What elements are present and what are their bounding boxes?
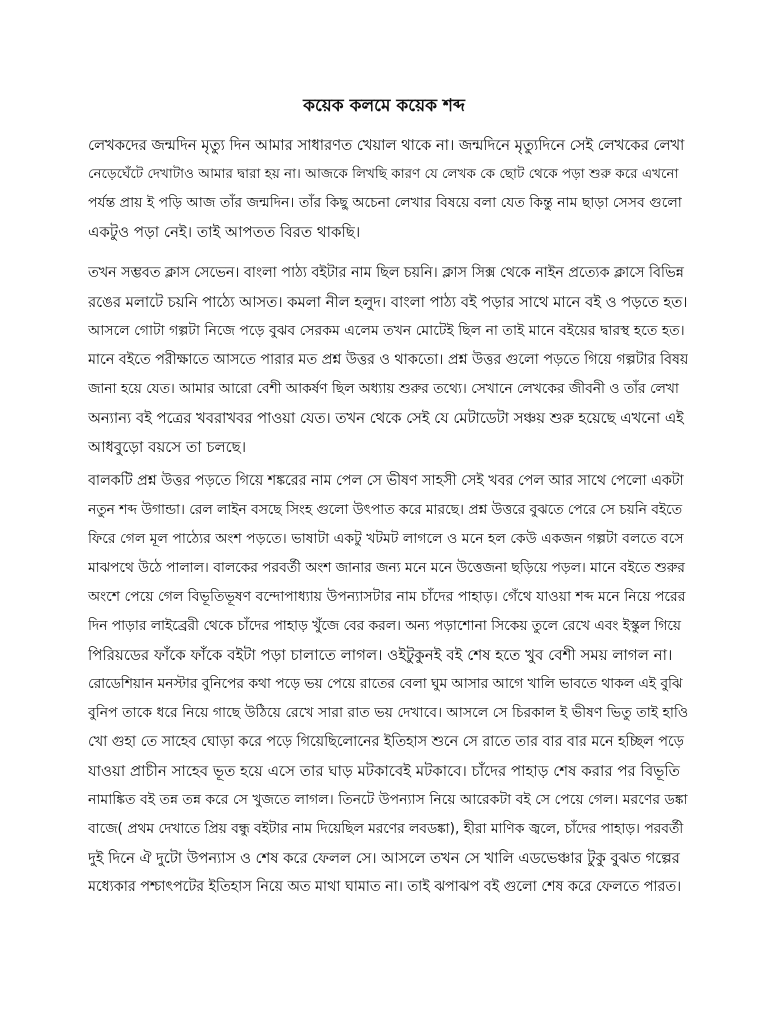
text-line: মধ্যেকার পশ্চাৎপটের ইতিহাস নিয়ে অত মাথা ঘামাত না। তাই ঝপাঝপ বই গুলো শেষ করে ফেলতে পারত। [88, 879, 682, 895]
text-line: তখন সম্ভবত ক্লাস সেভেন। বাংলা পাঠ্য বইটার নাম ছিল চয়নি। ক্লাস সিক্স থেকে নাইন প্রত্যেক ক্লাসে বিভিন্ন [88, 265, 684, 281]
text-line: আসলে গোটা গল্পটা নিজে পড়ে বুঝব সেরকম এলেম তখন মোটেই ছিল না তাই মানে বইয়ের দ্বারস্থ হতে হত। [88, 323, 685, 339]
text-line: মাঝপথে উঠে পালাল। বালকের পরবর্তী অংশ জানার জন্য মনে মনে উত্তেজনা ছড়িয়ে পড়ল। মানে বইতে শুরুর [88, 560, 685, 576]
text-line: অংশে পেয়ে গেল বিভূতিভূষণ বন্দোপাধ্যায় উপন্যাসটার নাম চাঁদের পাহাড়। গেঁথে যাওয়া শব্দ মনে নিয়ে পরের [88, 589, 686, 605]
text-line: খো গুহা তে সাহেব ঘোড়া করে পড়ে গিয়েছিলোনের ইতিহাস শুনে সে রাতে তার বার বার মনে হচ্ছিল পড়ে [88, 734, 684, 750]
text-line: লেখকদের জন্মদিন মৃত্যু দিন আমার সাধারণত খেয়াল থাকে না। জন্মদিনে মৃত্যুদিনে সেই লেখকের লেখা [88, 137, 685, 154]
text-line: রোডেশিয়ান মনস্টার বুনিপের কথা পড়ে ভয় পেয়ে রাতের বেলা ঘুম আসার আগে খালি ভাবতে থাকল এই বুঝি [88, 676, 683, 692]
text-line: আধবুড়ো বয়সে তা চলছে। [88, 438, 247, 456]
paragraph-3 [88, 467, 688, 902]
text-line: নেড়েঘেঁটে দেখাটাও আমার দ্বারা হয় না। আজকে লিখছি কারণ যে লেখক কে ছোট থেকে পড়া শুরু করে এখনো [88, 166, 679, 182]
text-line: মানে বইতে পরীক্ষাতে আসতে পারার মত প্রশ্ন উত্তর ও থাকতো। প্রশ্ন উত্তর গুলো পড়তে গিয়ে গল্পটার বিষয় [88, 352, 688, 368]
text-line: রঙের মলাটে চয়নি পাঠ্যে আসত। কমলা নীল হলুদ। বাংলা পাঠ্য বই পড়ার সাথে মানে বই ও পড়তে হত। [88, 294, 688, 311]
text-line: দুই দিনে ঐ দুটো উপন্যাস ও শেষ করে ফেলল সে। আসলে তখন সে খালি এডভেঞ্চার টুকু বুঝত গল্পের [88, 850, 680, 867]
text-line: ফিরে গেল মূল পাঠ্যের অংশ পড়তে। ভাষাটা একটু খটমট লাগলে ও মনে হল কেউ একজন গল্পটা বলতে বসে [88, 531, 684, 547]
text-line: অন্যান্য বই পত্রের খবরাখবর পাওয়া যেত। তখন থেকে সেই যে মেটাডেটা সঞ্চয় শুরু হয়েছে এখনো এই [88, 410, 684, 427]
text-line: একটুও পড়া নেই। তাই আপতত বিরত থাকছি। [88, 223, 361, 241]
paragraph-1 [88, 131, 688, 247]
paragraph-2 [88, 259, 688, 462]
text-line: জানা হয়ে যেত। আমার আরো বেশী আকর্ষণ ছিল অধ্যায় শুরুর তথ্যে। সেখানে লেখকের জীবনী ও তাঁর লেখা [88, 381, 679, 397]
text-line: নামাঙ্কিত বই তন্ন তন্ন করে সে খুজতে লাগল। তিনটে উপন্যাস নিয়ে আরেকটা বই সে পেয়ে গেল। মরণের ডঙ্কা [88, 792, 688, 808]
text-line: দিন পাড়ার লাইব্রেরী থেকে চাঁদের পাহাড় খুঁজে বের করল। অন্য পড়াশোনা সিকেয় তুলে রেখে এবং ইস্কুল গিয়ে [88, 618, 681, 634]
text-line: বুনিপ তাকে ধরে নিয়ে গাছে উঠিয়ে রেখে সারা রাত ভয় দেখাবে। আসলে সে চিরকাল ই ভীষণ ভিতু তাই হাওি [88, 705, 688, 721]
text-line: বাজে( প্রথম দেখাতে প্রিয় বন্ধু বইটার নাম দিয়েছিল মরণের লবডঙ্কা), হীরা মাণিক জ্বলে, চাঁদের পাহাড়। পরবর্তী [88, 821, 684, 837]
text-line: পর্যন্ত প্রায় ই পড়ি আজ তাঁর জন্মদিন। তাঁর কিছু অচেনা লেখার বিষয়ে বলা যেত কিন্তু নাম ছাড়া সেসব গুলো [88, 195, 682, 211]
text-line: যাওয়া প্রাচীন সাহেব ভূত হয়ে এসে তার ঘাড় মটকাবেই মটকাবে। চাঁদের পাহাড় শেষ করার পর বিভূতি [88, 762, 680, 780]
text-line: বালকটি প্রশ্ন উত্তর পড়তে গিয়ে শঙ্করের নাম পেল সে ভীষণ সাহসী সেই খবর পেল আর সাথে পেলো একটা [88, 473, 684, 489]
text-line: নতুন শব্দ উগান্ডা। রেল লাইন বসছে সিংহ গুলো উৎপাত করে মারছে। প্রশ্ন উত্তরে বুঝতে পেরে সে চয়নি বইতে [88, 502, 682, 518]
text-line: পিরিয়ডের ফাঁকে ফাঁকে বইটা পড়া চালাতে লাগল। ওইটুকুনই বই শেষ হতে খুব বেশী সময় লাগল না। [88, 646, 673, 664]
document-title: কয়েক কলমে কয়েক শব্দ [303, 96, 465, 116]
